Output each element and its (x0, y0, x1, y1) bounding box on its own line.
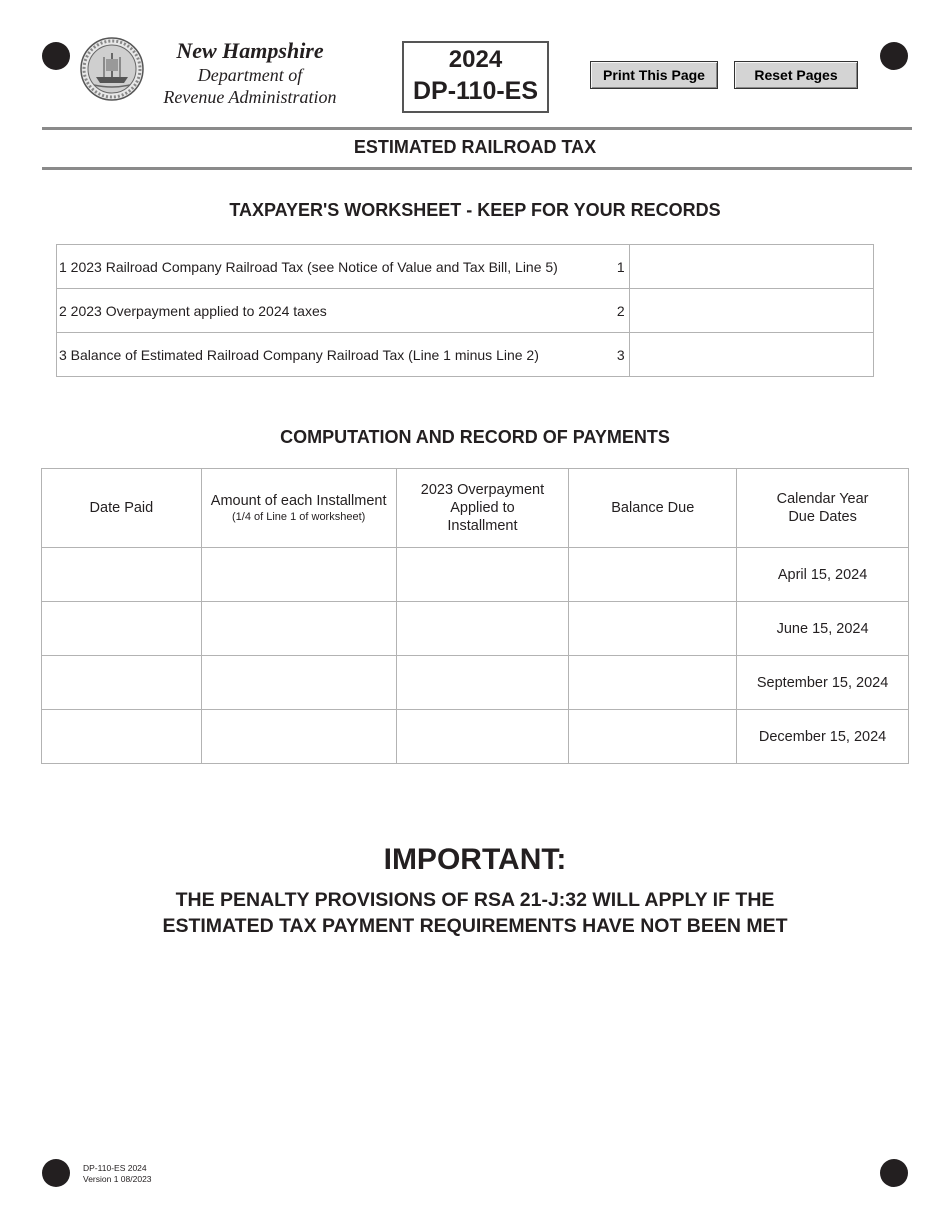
col-due-line2: Due Dates (788, 509, 857, 525)
col-amount (201, 469, 396, 548)
registration-mark-top-left (42, 42, 70, 70)
worksheet-line-label: 2 2023 Overpayment applied to 2024 taxes (57, 289, 614, 333)
col-balance-label: Balance Due (611, 500, 695, 516)
important-heading: IMPORTANT: (383, 843, 567, 876)
payment-row-3 (42, 656, 909, 710)
worksheet-line-3 (57, 333, 874, 377)
col-date-paid-label: Date Paid (89, 500, 154, 516)
worksheet-title: TAXPAYER'S WORKSHEET - KEEP FOR YOUR RECORDS (229, 200, 721, 220)
col-overpayment-line3: Installment (447, 518, 518, 534)
registration-mark-bottom-left (42, 1159, 70, 1187)
reset-pages-button[interactable]: Reset Pages (734, 61, 858, 89)
balance-cell[interactable] (569, 602, 737, 656)
due-date-cell: June 15, 2024 (737, 602, 909, 656)
date-paid-cell[interactable] (42, 602, 202, 656)
col-date-paid (42, 469, 202, 548)
worksheet-line-2-amount[interactable] (629, 289, 873, 333)
worksheet-line-number: 3 (613, 333, 629, 377)
due-date-cell: December 15, 2024 (737, 710, 909, 764)
payment-row-1 (42, 548, 909, 602)
form-year: 2024 (448, 46, 503, 73)
col-overpayment-line2: Applied to (450, 500, 515, 516)
registration-mark-top-right (880, 42, 908, 70)
footer-line-1: DP-110-ES 2024 (83, 1163, 147, 1173)
title-rule-bottom (42, 167, 912, 170)
footer-line-2: Version 1 08/2023 (83, 1174, 152, 1184)
col-balance-due (569, 469, 737, 548)
form-id-box (402, 41, 549, 113)
col-overpayment-line1: 2023 Overpayment (420, 482, 545, 498)
col-amount-label: Amount of each Installment (210, 493, 387, 509)
agency-dept-line1: Department of (197, 65, 303, 85)
worksheet-line-number: 2 (613, 289, 629, 333)
worksheet-line-1-amount[interactable] (629, 245, 873, 289)
worksheet-line-number: 1 (613, 245, 629, 289)
worksheet-line-1 (57, 245, 874, 289)
overpayment-cell[interactable] (396, 656, 569, 710)
penalty-notice (0, 887, 950, 939)
overpayment-cell[interactable] (396, 710, 569, 764)
col-due-dates (737, 469, 909, 548)
payment-row-4 (42, 710, 909, 764)
agency-dept-line2: Revenue Administration (163, 87, 337, 107)
date-paid-cell[interactable] (42, 548, 202, 602)
agency-state: New Hampshire (176, 38, 324, 63)
print-page-button[interactable]: Print This Page (590, 61, 718, 89)
col-overpayment (396, 469, 569, 548)
state-seal-icon (80, 37, 144, 101)
col-amount-note: (1/4 of Line 1 of worksheet) (232, 511, 366, 523)
amount-cell[interactable] (201, 656, 396, 710)
balance-cell[interactable] (569, 710, 737, 764)
worksheet-line-label: 1 2023 Railroad Company Railroad Tax (see Notice of Value and Tax Bill, Line 5) (57, 245, 614, 289)
col-due-line1: Calendar Year (776, 491, 869, 507)
amount-cell[interactable] (201, 710, 396, 764)
balance-cell[interactable] (569, 656, 737, 710)
date-paid-cell[interactable] (42, 656, 202, 710)
overpayment-cell[interactable] (396, 548, 569, 602)
overpayment-cell[interactable] (396, 602, 569, 656)
agency-name (140, 38, 360, 108)
payments-header-row (42, 469, 909, 548)
amount-cell[interactable] (201, 602, 396, 656)
worksheet-line-3-amount[interactable] (629, 333, 873, 377)
date-paid-cell[interactable] (42, 710, 202, 764)
penalty-line-2: ESTIMATED TAX PAYMENT REQUIREMENTS HAVE NOT BEEN MET (162, 915, 788, 937)
due-date-cell: September 15, 2024 (737, 656, 909, 710)
page-title: ESTIMATED RAILROAD TAX (353, 137, 597, 157)
worksheet-table (56, 244, 874, 377)
payments-title: COMPUTATION AND RECORD OF PAYMENTS (280, 427, 670, 447)
payments-table (41, 468, 909, 764)
due-date-cell: April 15, 2024 (737, 548, 909, 602)
amount-cell[interactable] (201, 548, 396, 602)
worksheet-line-2 (57, 289, 874, 333)
payment-row-2 (42, 602, 909, 656)
title-rule-top (42, 127, 912, 130)
penalty-line-1: THE PENALTY PROVISIONS OF RSA 21-J:32 WILL APPLY IF THE (175, 889, 775, 911)
worksheet-line-label: 3 Balance of Estimated Railroad Company Railroad Tax (Line 1 minus Line 2) (57, 333, 614, 377)
form-version-footer (83, 1163, 152, 1185)
balance-cell[interactable] (569, 548, 737, 602)
registration-mark-bottom-right (880, 1159, 908, 1187)
form-code: DP-110-ES (412, 77, 539, 105)
